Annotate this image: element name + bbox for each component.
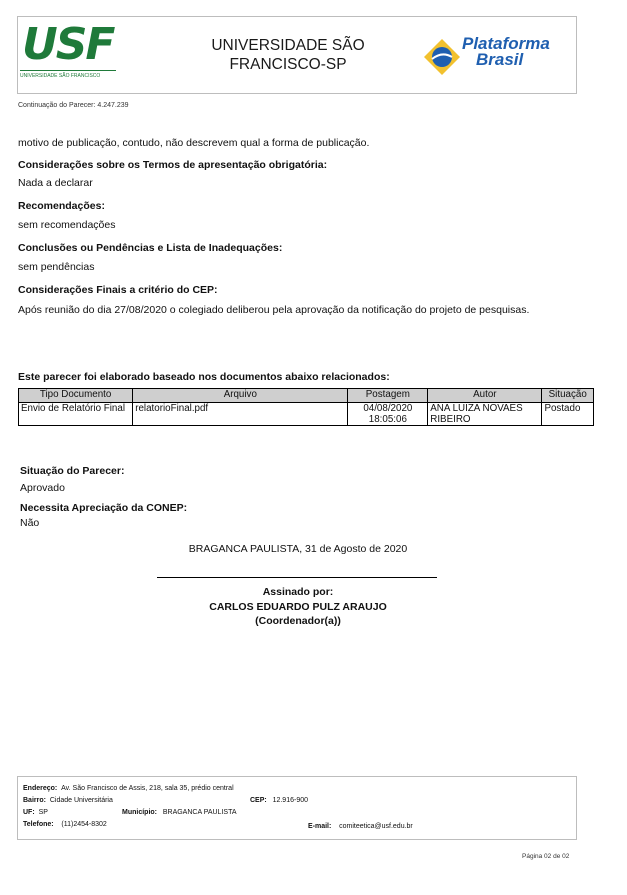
brasil-text: Brasil: [476, 50, 524, 69]
plataforma-brasil-icon: [422, 37, 462, 77]
footer-uf: UF: SP: [23, 809, 48, 816]
recomendacoes-heading: Recomendações:: [18, 200, 105, 212]
documents-table: [18, 388, 594, 426]
cell-postagem-time: 18:05:06: [368, 414, 407, 425]
continuacao-parecer: Continuação do Parecer: 4.247.239: [18, 102, 129, 109]
conclusoes-text: sem pendências: [18, 261, 95, 273]
cell-postagem: [348, 403, 428, 426]
intro-text: motivo de publicação, contudo, não descrevem qual a forma de publicação.: [18, 137, 370, 149]
col-arquivo: Arquivo: [133, 389, 348, 403]
termos-heading: Considerações sobre os Termos de apresentação obrigatória:: [18, 159, 328, 171]
conep-value: Não: [20, 517, 40, 529]
signer-name: CARLOS EDUARDO PULZ ARAUJO: [209, 601, 387, 613]
termos-text: Nada a declarar: [18, 177, 93, 189]
document-header: [17, 16, 577, 94]
col-situacao: Situação: [542, 389, 594, 403]
footer-endereco: Endereço: Av. São Francisco de Assis, 218, sala 35, prédio central: [23, 785, 234, 792]
signature-line: [157, 577, 437, 578]
usf-logo-text: USF: [22, 19, 114, 70]
cell-autor: ANA LUIZA NOVAES RIBEIRO: [428, 403, 542, 426]
signature-label: Assinado por:: [262, 586, 334, 598]
cell-tipo: Envio de Relatório Final: [19, 403, 133, 426]
col-tipo-documento: Tipo Documento: [19, 389, 133, 403]
footer-contact: [17, 776, 577, 840]
col-autor: Autor: [428, 389, 542, 403]
cell-arquivo: relatorioFinal.pdf: [133, 403, 348, 426]
signer-role: (Coordenador(a)): [255, 615, 341, 627]
recomendacoes-text: sem recomendações: [18, 219, 116, 231]
finais-heading: Considerações Finais a critério do CEP:: [18, 284, 218, 296]
cell-postagem-date: 04/08/2020: [363, 403, 413, 414]
usf-logo-subtext: UNIVERSIDADE SÃO FRANCISCO: [20, 73, 101, 79]
table-header-row: [19, 389, 594, 403]
plataforma-text: Plataforma: [462, 34, 550, 53]
university-title: UNIVERSIDADE SÃO FRANCISCO-SP: [211, 37, 365, 73]
usf-logo: [20, 20, 116, 86]
plataforma-brasil-logo: [418, 31, 578, 81]
table-row: [19, 403, 594, 426]
footer-telefone: Telefone: (11)2454-8302: [23, 821, 107, 828]
page-number: Página 02 de 02: [522, 853, 570, 860]
conep-heading: Necessita Apreciação da CONEP:: [20, 502, 188, 514]
col-postagem: Postagem: [348, 389, 428, 403]
footer-municipio: Município: BRAGANCA PAULISTA: [122, 809, 237, 816]
place-date: BRAGANCA PAULISTA, 31 de Agosto de 2020: [188, 543, 408, 555]
footer-email: E-mail: comiteetica@usf.edu.br: [308, 823, 413, 830]
docs-heading: Este parecer foi elaborado baseado nos documentos abaixo relacionados:: [18, 371, 390, 383]
conclusoes-heading: Conclusões ou Pendências e Lista de Inadequações:: [18, 242, 283, 254]
cell-situacao: Postado: [542, 403, 594, 426]
footer-cep: CEP: 12.916-900: [250, 797, 308, 804]
footer-bairro: Bairro: Cidade Universitária: [23, 797, 113, 804]
situacao-heading: Situação do Parecer:: [20, 465, 125, 477]
situacao-value: Aprovado: [20, 482, 65, 494]
finais-text: Após reunião do dia 27/08/2020 o colegiado deliberou pela aprovação da notificação do projeto de pesquisas.: [18, 304, 530, 316]
